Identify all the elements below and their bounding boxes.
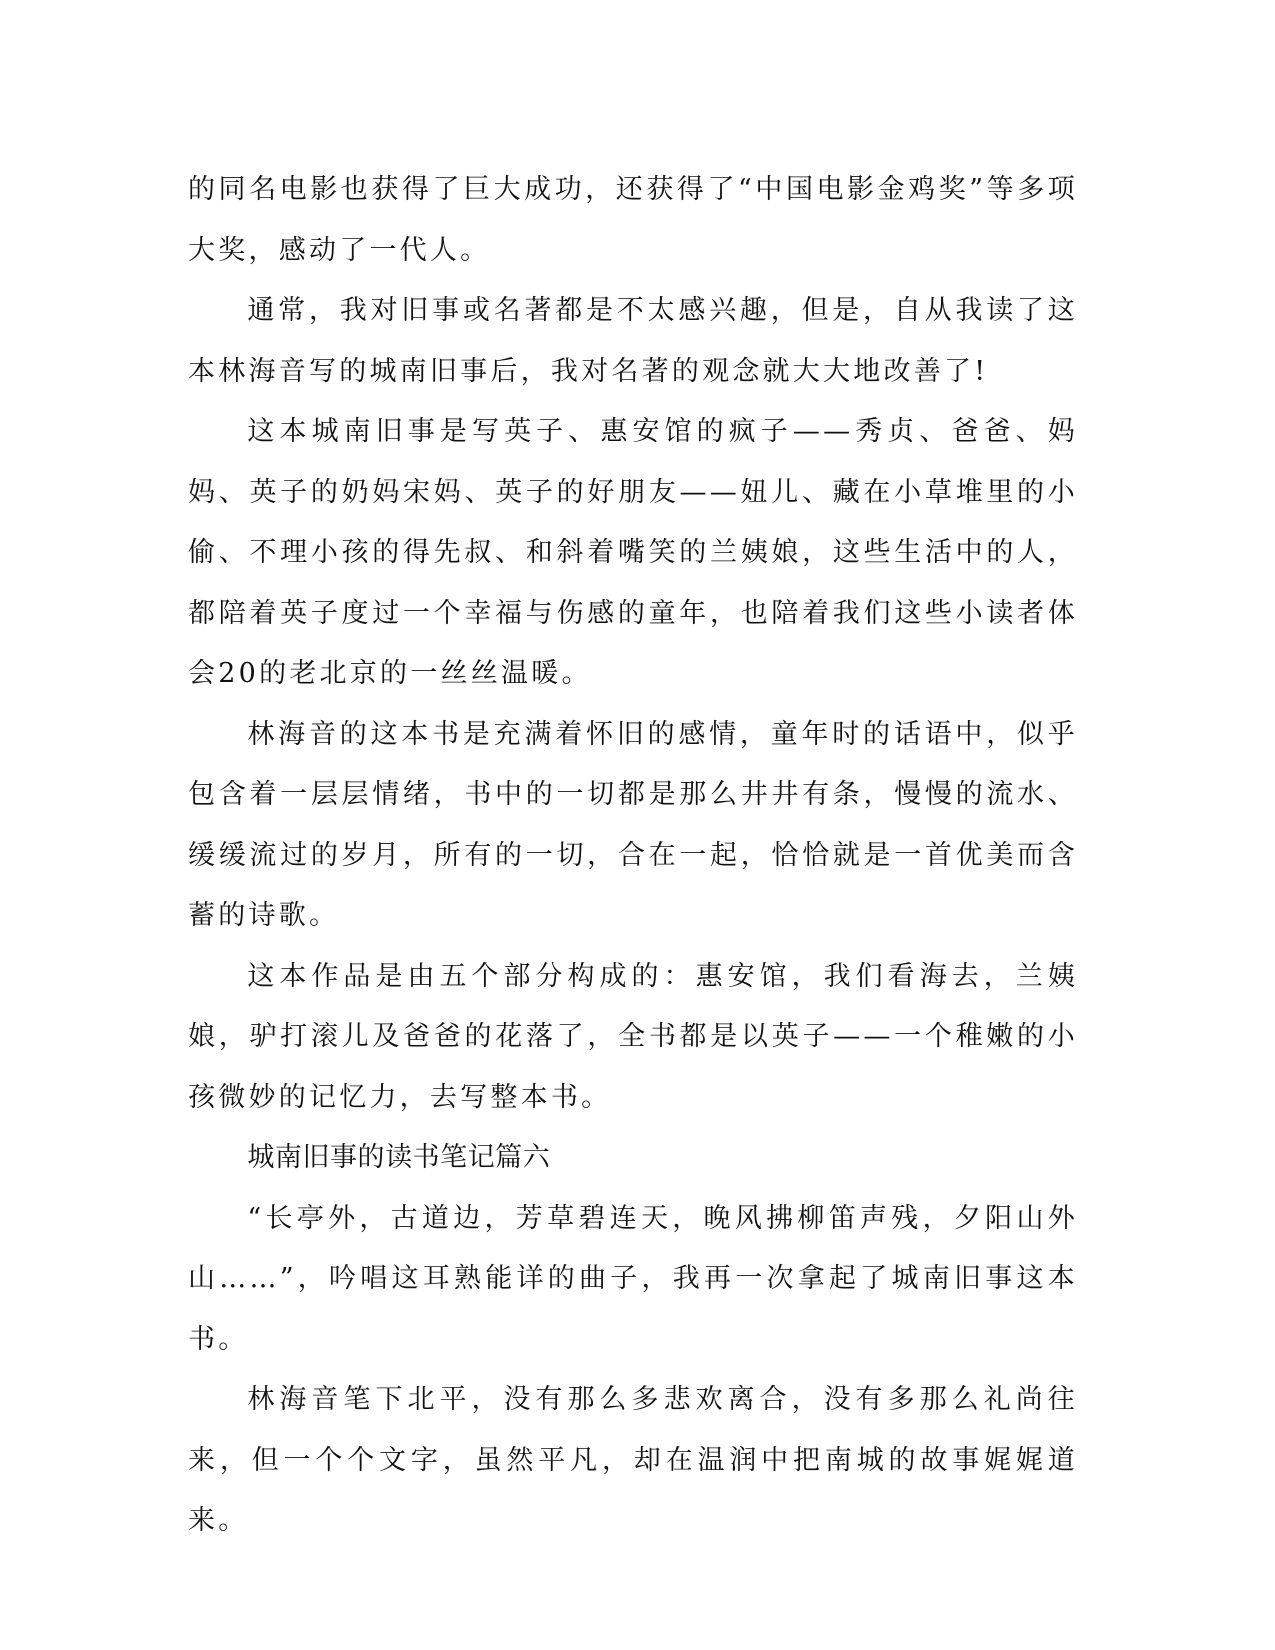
- paragraph: 这本作品是由五个部分构成的：惠安馆，我们看海去，兰姨娘，驴打滚儿及爸爸的花落了，全书都是以英子——一个稚嫩的小孩微妙的记忆力，去写整本书。: [188, 960, 1078, 1113]
- paragraph: 林海音的这本书是充满着怀旧的感情，童年时的话语中，似乎包含着一层层情绪，书中的一切都是那么井井有条，慢慢的流水、缓缓流过的岁月，所有的一切，合在一起，恰恰就是一首优美而含蓄的诗歌。: [188, 718, 1078, 931]
- paragraph: 这本城南旧事是写英子、惠安馆的疯子——秀贞、爸爸、妈妈、英子的奶妈宋妈、英子的好朋友——妞儿、藏在小草堆里的小偷、不理小孩的得先叔、和斜着嘴笑的兰姨娘，这些生活中的人，都陪着英子度过一个幸福与伤感的童年，也陪着我们这些小读者体会20的老北京的一丝丝温暖。: [188, 416, 1078, 689]
- paragraph: “长亭外，古道边，芳草碧连天，晚风拂柳笛声残，夕阳山外山……”，吟唱这耳熟能详的曲子，我再一次拿起了城南旧事这本书。: [188, 1202, 1078, 1355]
- paragraph: 林海音笔下北平，没有那么多悲欢离合，没有多那么礼尚往来，但一个个文字，虽然平凡，却在温润中把南城的故事娓娓道来。: [188, 1384, 1078, 1536]
- document-body: [188, 160, 1078, 1552]
- paragraph-continued: 的同名电影也获得了巨大成功，还获得了“中国电影金鸡奖”等多项大奖，感动了一代人。: [188, 174, 1078, 266]
- section-heading: 城南旧事的读书笔记篇六: [247, 1142, 551, 1173]
- paragraph: 通常，我对旧事或名著都是不太感兴趣，但是，自从我读了这本林海音写的城南旧事后，我对名著的观念就大大地改善了!: [188, 295, 1078, 387]
